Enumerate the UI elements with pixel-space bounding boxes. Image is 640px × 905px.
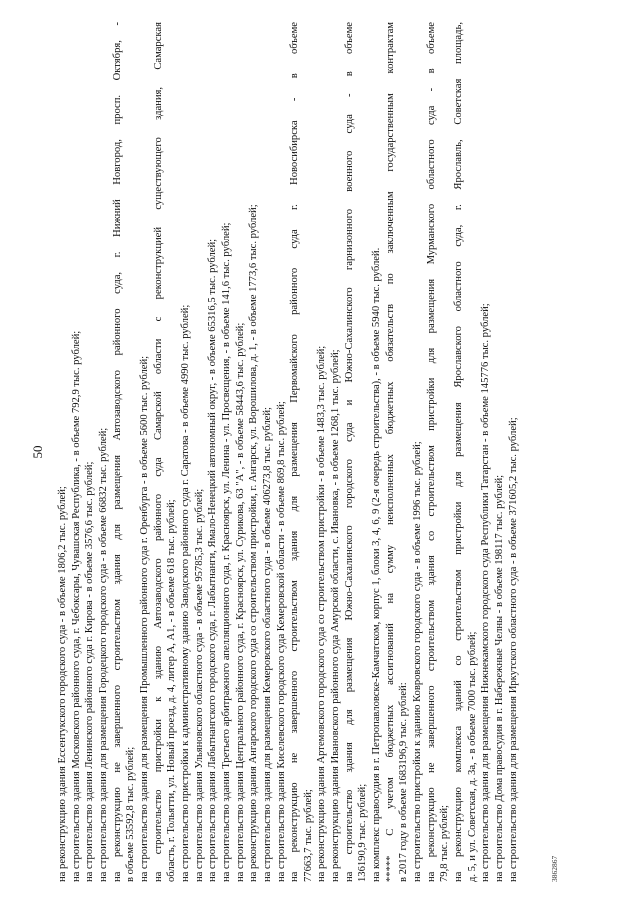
text-body bbox=[56, 22, 520, 882]
document-id: 3862867 bbox=[550, 855, 559, 882]
text-line: на реконструкцию здания Ессентукского городского суда - в объеме 1806,2 тыс. рублей; bbox=[57, 486, 68, 882]
text-line: на строительство здания для размещения Кемеровского областного суда - в объеме 406273,8 тыс. рублей; bbox=[261, 407, 273, 882]
text-line: на строительство здания Центрального районного суда, г. Красноярск, ул. Сурикова, 63 "А", - в объеме 58443,6 тыс. рублей; bbox=[234, 322, 246, 882]
text-line: на строительство Дома правосудия в г. Набережные Челны - в объеме 198117 тыс. рублей; bbox=[494, 474, 505, 882]
text-line: на реконструкцию не завершенного строительством здания для размещения Автозаводского районного суда, г. Нижний Новгород, просп. Октября, - bbox=[111, 22, 123, 882]
text-line: на строительство пристройки к административному зданию Заводского районного суда г. Саратова - в объеме 4990 тыс. рублей; bbox=[179, 304, 191, 882]
text-line: на строительство пристройки к зданию Автозаводского районного суда Самарской области с реконструкцией существующего здания, Самарская bbox=[152, 22, 164, 882]
text-line: 77663,7 тыс. рублей; bbox=[302, 789, 314, 882]
text-line: на строительство здания Московского районного суда, г. Чебоксары, Чувашская Республика, - в объеме 792,9 тыс. рублей; bbox=[70, 330, 82, 882]
text-line: на реконструкцию здания Артемовского городского суда со строительством пристройки - в объеме 1483,3 тыс. рублей; bbox=[316, 345, 328, 882]
text-line: на реконструкцию комплекса зданий со строительством пристройки для размещения Ярославского областного суда, г. Ярославль, Советская площадь, bbox=[453, 22, 465, 882]
rotated-content bbox=[30, 22, 610, 882]
text-line: на реконструкцию здания Ангарского городского суда со строительством пристройки, г. Ангарск, ул. Ворошилова, д. 1, - в объеме 1773,6 тыс. рублей; bbox=[248, 204, 260, 882]
text-line: на строительство здания для размещения Нижнекамского городского суда Республики Татарстан - в объеме 145776 тыс. рублей; bbox=[480, 303, 492, 882]
text-line: на строительство здания Ленинского районного суда г. Кирова - в объеме 3576,6 тыс. рублей; bbox=[84, 461, 96, 882]
text-line: на строительство пристройки к зданию Ковровского городского суда - в объеме 1996 тыс. рублей; bbox=[412, 441, 424, 882]
text-line: на строительство здания для размещения Южно-Сахалинского городского суда и Южно-Сахалинского гарнизонного военного суда - в объеме bbox=[343, 22, 355, 882]
text-line: 79,8 тыс. рублей; bbox=[439, 805, 451, 882]
text-line: в объеме 53592,8 тыс. рублей; bbox=[125, 746, 137, 882]
text-line: на строительство здания для размещения Иркутского областного суда - в объеме 371605,2 тыс. рублей; bbox=[507, 417, 519, 882]
text-line: в 2017 году в объеме 1683196,9 тыс. рублей: bbox=[398, 682, 410, 882]
text-line: на строительство здания Ульяновского областного суда - в объеме 95785,3 тыс. рублей; bbox=[193, 488, 205, 882]
text-line: на строительство здания Лабытнангского городского суда, г. Лабытнанги, Ямало-Ненецкий автономный округ, - в объеме 65316,5 тыс. рублей; bbox=[207, 238, 219, 882]
text-line: на реконструкцию не завершенного строительством здания со строительством пристройки для размещения Мурманского областного суда - в объеме bbox=[425, 22, 437, 882]
text-line: д. 5, и ул. Советская, д. 3а, - в объеме 7000 тыс. рублей; bbox=[466, 631, 478, 882]
text-line: на комплекс правосудия в г. Петропавловске-Камчатском, корпус 1, блоки 3, 4, 6, 9 (2-я очередь строительства), - в объеме 5940 тыс. рублей. bbox=[371, 247, 383, 882]
text-line: ***** С учетом бюджетных ассигнований на сумму неисполненных бюджетных обязательств по заключенным государственным контрактам bbox=[384, 22, 396, 882]
text-line: на реконструкцию здания Ивановского районного суда Амурской области, с. Ивановка, - в объеме 1268,1 тыс. рублей; bbox=[330, 349, 342, 882]
page-number: 50 bbox=[30, 445, 45, 459]
text-line: на строительство здания Третьего арбитражного апелляционного суда, г. Красноярск, ул. Ленина - ул. Просвещения, - в объеме 141,6 тыс. рублей; bbox=[220, 222, 232, 882]
text-line: на строительство здания для размещения Промышленного районного суда г. Оренбурга - в объеме 5600 тыс. рублей; bbox=[138, 355, 150, 882]
text-line: 136190,9 тыс. рублей; bbox=[357, 783, 369, 882]
text-line: область, г. Тольятти, ул. Новый проезд, д. 4, литер А, А1, - в объеме 618 тыс. рублей; bbox=[166, 499, 178, 882]
text-line: на строительство здания для размещения Городецкого городского суда - в объеме 66832 тыс. рублей; bbox=[97, 427, 109, 882]
text-line: на строительство здания Киселевского городского суда Кемеровской области - в объеме 869,8 тыс. рублей; bbox=[275, 401, 287, 882]
text-line: на реконструкцию не завершенного строительством здания для размещения Первомайского районного суда г. Новосибирска - в объеме bbox=[289, 22, 301, 882]
